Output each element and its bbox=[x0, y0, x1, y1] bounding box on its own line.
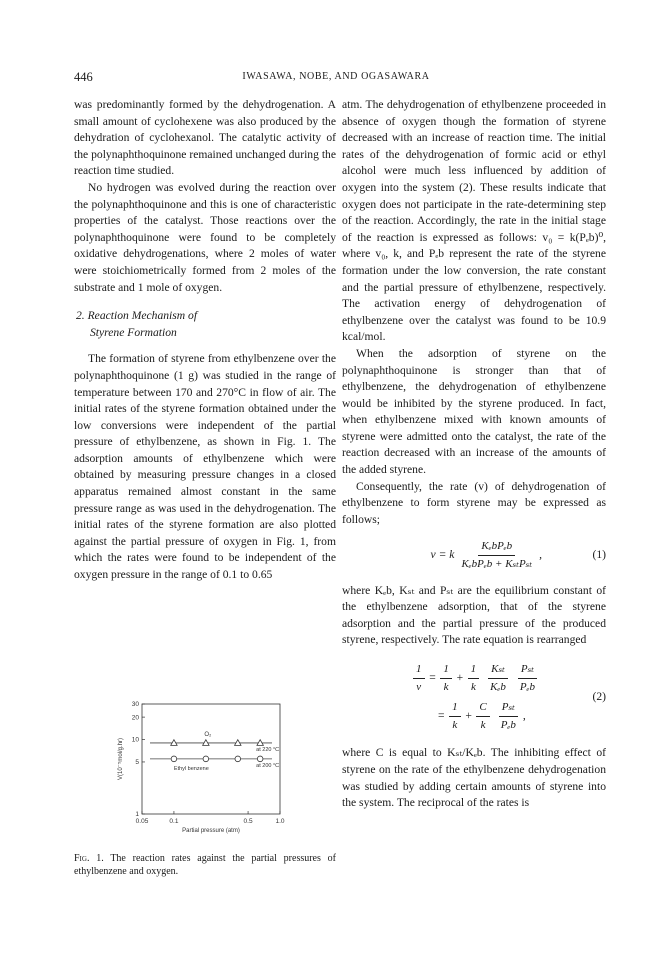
y-tick-label: 5 bbox=[135, 759, 139, 767]
eq1-denominator: KₑbPₑb + KₛₜPₛₜ bbox=[461, 558, 533, 571]
eq2-num: Kₛₜ bbox=[488, 661, 508, 679]
eq2-den: v bbox=[416, 680, 422, 693]
eq2-den: k bbox=[452, 718, 458, 731]
eq2-fraction bbox=[487, 661, 509, 695]
x-tick-label: 0.1 bbox=[169, 818, 179, 825]
y-axis-label: V(10⁻⁵mol/g.hr) bbox=[118, 738, 124, 780]
eq2-operator: = bbox=[428, 670, 437, 684]
data-point bbox=[171, 740, 177, 746]
page-number: 446 bbox=[74, 70, 93, 84]
series-annotation: at 200 °C bbox=[256, 762, 280, 769]
series-name: O₂ bbox=[204, 731, 212, 738]
paragraph: where Kₑb, Kₛₜ and Pₛₜ are the equilibrium constant of the ethylbenzene adsorption, that of the styrene adsorption and the partial pressure of the produced styrene, respectively. The rate equation is rearranged bbox=[342, 583, 606, 647]
section-heading-line: 2. Reaction Mechanism of bbox=[76, 309, 198, 323]
paragraph: was predominantly formed by the dehydrogenation. A small amount of cyclohexene was also produced by the dehydration of cyclohexanol. The catalytic activity of the polynaphthoquinone remained unchanged during the reaction time studied. bbox=[74, 98, 336, 178]
x-axis-label: Partial pressure (atm) bbox=[182, 828, 240, 834]
eq2-den: k bbox=[480, 718, 486, 731]
y-tick-label: 30 bbox=[131, 701, 139, 709]
eq1-numerator: KₑbPₑb bbox=[478, 538, 515, 556]
eq2-row bbox=[425, 699, 526, 733]
eq2-fraction bbox=[517, 661, 538, 695]
figure-caption bbox=[74, 852, 336, 878]
series-annotation: at 220 °C bbox=[256, 746, 280, 753]
eq2-num: Pₛₜ bbox=[499, 699, 518, 717]
figure-1 bbox=[100, 696, 300, 846]
left-column bbox=[74, 97, 336, 584]
paragraph: When the adsorption of styrene on the polynaphthoquinone is stronger than that of ethylbenzene, the dehydrogenation of ethylbenzene would be inhibited by the styrene produced. In fact, when ethylbenzene mixed with known amounts of styrene were admitted onto the catalyst, the rate of the reaction decreased with an increase of the amounts of the added styrene. bbox=[342, 346, 606, 477]
eq2-fraction bbox=[413, 661, 425, 695]
paragraph: atm. The dehydrogenation of ethylbenzene proceeded in absence of oxygen though the formation of styrene decreased with an increase of reaction time. The initial rates of the dehydrogenation of formic acid or ethyl alcohol were much less influenced by addition of oxygen into the system (2). These results indicate that oxygen does not participate in the rate-determining step of the reaction. Accordingly, the rate in the initial stage of the reaction is expressed as follows: v₀ = k(Pₑb)⁰, where v₀, k, and Pₑb represent the rate of the styrene formation under the low conversion, the rate constant and the partial pressure of ethylbenzene, respectively. The activation energy of dehydrogenation of ethylbenzene over the catalyst was found to be 10.9 kcal/mol. bbox=[342, 98, 606, 344]
eq2-den: Pₑb bbox=[500, 718, 516, 731]
eq2-operator: + bbox=[464, 708, 473, 722]
equation-1 bbox=[342, 538, 606, 572]
eq2-num: C bbox=[476, 699, 489, 717]
data-point bbox=[257, 756, 263, 762]
eq2-den: k bbox=[443, 680, 449, 693]
x-tick-label: 1.0 bbox=[275, 818, 285, 825]
section-heading-line: Styrene Formation bbox=[90, 325, 177, 339]
eq2-num: 1 bbox=[413, 661, 425, 679]
section-heading bbox=[74, 308, 336, 341]
paragraph: where C is equal to Kₛₜ/Kₑb. The inhibiting effect of styrene on the rate of the ethylbenzene dehydrogenation was studied by adding certain amounts of styrene into the system. The reciprocal of the rates is bbox=[342, 746, 606, 810]
eq1-tail: , bbox=[539, 548, 542, 562]
eq2-fraction bbox=[476, 699, 489, 733]
eq2-fraction bbox=[498, 699, 519, 733]
right-column bbox=[342, 97, 606, 812]
eq2-num: 1 bbox=[449, 699, 461, 717]
data-point bbox=[171, 756, 177, 762]
caption-label: Fig. 1. bbox=[74, 853, 104, 864]
x-tick-label: 0.5 bbox=[243, 818, 253, 825]
eq2-num: 1 bbox=[440, 661, 452, 679]
eq2-fraction bbox=[440, 661, 452, 695]
eq2-tail: , bbox=[522, 708, 526, 722]
eq2-num: 1 bbox=[468, 661, 480, 679]
y-tick-label: 10 bbox=[131, 736, 139, 744]
paragraph: The formation of styrene from ethylbenzene over the polynaphthoquinone (1 g) was studied in the range of temperature between 170 and 270°C in flow of air. The initial rates of the styrene formation obtained under the low conversions were independent of the partial pressure of ethylbenzene, as shown in Fig. 1. The adsorption amounts of ethylbenzene which were obtained by measuring pressure changes in a closed apparatus remained almost constant in the same pressure range as was used in the dehydrogenation. The initial rates of the styrene formation are also plotted against the partial pressure of oxygen in Fig. 1, from which the rates were found to be independent of the oxygen pressure in the range of 0.1 to 0.65 bbox=[74, 352, 336, 582]
y-tick-label: 1 bbox=[135, 811, 139, 819]
eq2-number: (2) bbox=[592, 689, 606, 703]
eq2-fraction bbox=[468, 661, 480, 695]
eq2-fraction bbox=[449, 699, 461, 733]
equation-2 bbox=[342, 659, 606, 735]
paragraph: Consequently, the rate (v) of dehydrogenation of ethylbenzene to form styrene may be expressed as follows; bbox=[342, 479, 606, 526]
eq2-operator: = bbox=[437, 708, 446, 722]
data-point bbox=[203, 756, 209, 762]
running-head: IWASAWA, NOBE, AND OGASAWARA bbox=[242, 71, 430, 82]
y-tick-label: 20 bbox=[131, 714, 139, 722]
series-name: Ethyl benzene bbox=[173, 765, 209, 772]
eq1-fraction bbox=[458, 538, 535, 572]
data-point bbox=[235, 740, 241, 746]
eq2-row bbox=[409, 661, 542, 695]
eq2-den: Pₑb bbox=[519, 680, 535, 693]
data-point bbox=[235, 756, 241, 762]
eq1-lhs: v = k bbox=[430, 548, 455, 562]
data-point bbox=[203, 740, 209, 746]
eq1-number: (1) bbox=[592, 548, 606, 562]
paragraph: No hydrogen was evolved during the reaction over the polynaphthoquinone and this is one of characteristic properties of the catalyst. Those reactions over the polynaphthoquinone were found to be completely oxidative dehydrogenations, where 2 moles of water were stoichiometrically formed from 2 moles of the substrate and 1 mole of oxygen. bbox=[74, 180, 336, 294]
x-tick-label: 0.05 bbox=[135, 818, 149, 825]
data-point bbox=[257, 740, 263, 746]
rate-chart bbox=[100, 696, 300, 846]
eq2-num: Pₛₜ bbox=[518, 661, 537, 679]
eq2-den: k bbox=[470, 680, 476, 693]
eq2-operator: + bbox=[455, 670, 464, 684]
caption-text: The reaction rates against the partial pressures of ethylbenzene and oxygen. bbox=[74, 853, 336, 877]
eq2-den: Kₑb bbox=[490, 680, 506, 693]
